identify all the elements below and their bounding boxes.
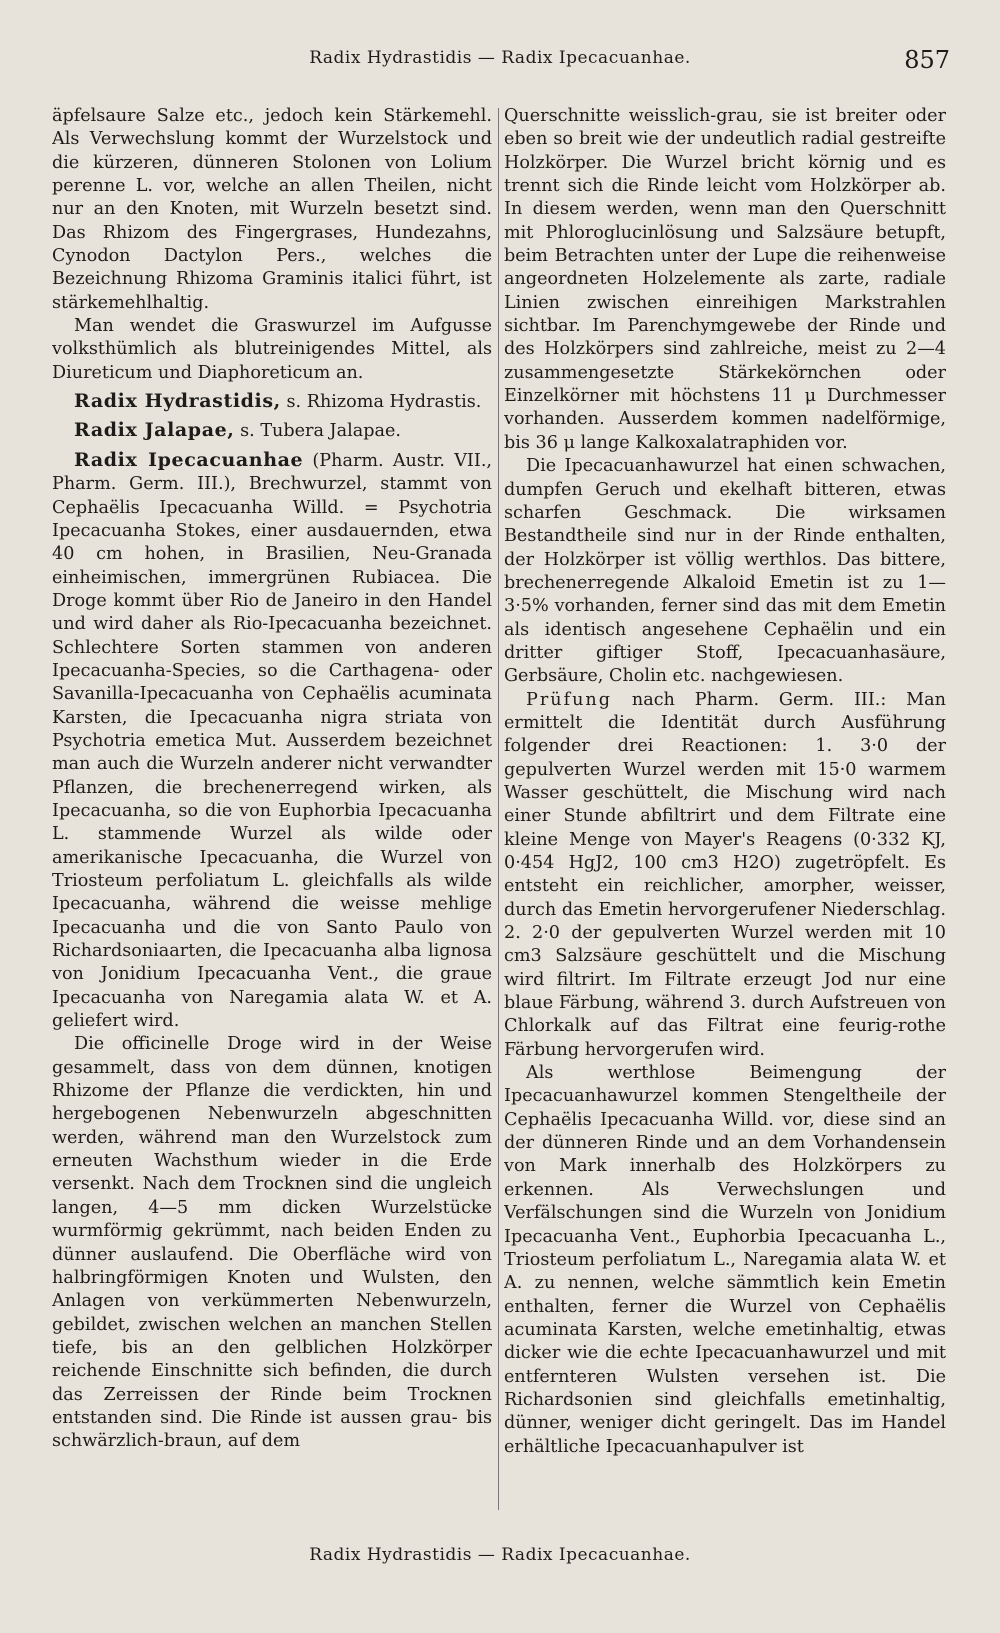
entry-radix-hydrastidis <box>52 390 492 414</box>
page-number: 857 <box>904 46 950 74</box>
entry-radix-jalapae <box>52 419 492 443</box>
entry-text: s. Rhizoma Hydrastis. <box>280 392 482 413</box>
left-column <box>52 105 492 1515</box>
entry-heading: Radix Ipecacuanhae <box>74 448 304 471</box>
spaced-heading: Prüfung <box>526 689 613 710</box>
paragraph: Man wendet die Graswurzel im Aufgusse volksthümlich als blutreinigendes Mittel, als Diureticum und Diaphoreticum an. <box>52 316 492 383</box>
entry-heading: Radix Jalapae, <box>74 419 235 442</box>
running-title: Radix Hydrastidis — Radix Ipecacuanhae. <box>309 48 691 68</box>
entry-heading: Radix Hydrastidis, <box>74 390 281 413</box>
page-footer: Radix Hydrastidis — Radix Ipecacuanhae. <box>309 1545 691 1565</box>
entry-text: (Pharm. Austr. VII., Pharm. Germ. III.), Brechwurzel, stammt von Cephaëlis Ipecacuanha Willd. = Psychotria Ipecacuanha Stokes, einer ausdauernden, etwa 40 cm hohen, in Brasilien, Neu-Granada einheimischen, immergrünen Rubiacea. Die Droge kommt über Rio de Janeiro in den Handel und wird daher als Rio-Ipecacuanha bezeichnet. Schlechtere Sorten stammen von anderen Ipecacuanha-Species, so die Carthagena- oder Savanilla-Ipecacuanha von Cephaëlis acuminata Karsten, die Ipecacuanha nigra striata von Psychotria emetica Mut. Ausserdem bezeichnet man auch die Wurzeln anderer nicht verwandter Pflanzen, die brechenerregend wirken, als Ipecacuanha, so die von Euphorbia Ipecacuanha L. stammende Wurzel als wilde oder amerikanische Ipecacuanha, die Wurzel von Triosteum perfoliatum L. gleichfalls als wilde Ipecacuanha, während die weisse mehlige Ipecacuanha und die von Santo Paulo von Richardsoniaarten, die Ipecacuanha alba lignosa von Jonidium Ipecacuanha Vent., die graue Ipecacuanha von Naregamia alata W. et A. geliefert wird. <box>52 450 492 1032</box>
paragraph-text: nach Pharm. Germ. III.: Man ermittelt die Identität durch Ausführung folgender drei Reactionen: 1. 3·0 der gepulverten Wurzel werden mit 15·0 warmem Wasser geschüttelt, die Mischung wird nach einer Stunde abfiltrirt und dem Filtrate eine kleine Menge von Mayer's Reagens (0·332 KJ, 0·454 HgJ2, 100 cm3 H2O) zugetröpfelt. Es entsteht ein reichlicher, amorpher, weisser, durch das Emetin hervorgerufener Niederschlag. 2. 2·0 der gepulverten Wurzel werden mit 10 cm3 Salzsäure geschüttelt und die Mischung wird filtrirt. Im Filtrate erzeugt Jod nur eine blaue Färbung, während 3. durch Aufstreuen von Chlorkalk auf das Filtrat eine feurig-rothe Färbung hervorgerufen wird. <box>504 689 946 1060</box>
entry-text: s. Tubera Jalapae. <box>234 421 401 442</box>
page-header <box>0 46 1000 86</box>
paragraph: Die officinelle Droge wird in der Weise gesammelt, dass von dem dünnen, knotigen Rhizome der Pflanze die verdickten, hin und hergebogenen Nebenwurzeln abgeschnitten werden, während man den Wurzelstock zum erneuten Wachsthum wieder in die Erde versenkt. Nach dem Trocknen sind die ungleich langen, 4—5 mm dicken Wurzelstücke wurmförmig gekrümmt, nach beiden Enden zu dünner auslaufend. Die Oberfläche wird von halbringförmigen Knoten und Wulsten, den Anlagen von verkümmerten Nebenwurzeln, gebildet, zwischen welchen an manchen Stellen tiefe, bis an den gelblichen Holzkörper reichende Einschnitte sich befinden, die durch das Zerreissen der Rinde beim Trocknen entstanden sind. Die Rinde ist aussen grau- bis schwärzlich-braun, auf dem <box>52 1034 492 1452</box>
paragraph: Die Ipecacuanhawurzel hat einen schwachen, dumpfen Geruch und ekelhaft bitteren, etwas scharfen Geschmack. Die wirksamen Bestandtheile sind nur in der Rinde enthalten, der Holzkörper ist völlig werthlos. Das bittere, brechenerregende Alkaloid Emetin ist zu 1—3·5% vorhanden, ferner sind das mit dem Emetin als identisch angesehene Cephaëlin und ein dritter giftiger Stoff, Ipecacuanhasäure, Gerbsäure, Cholin etc. nachgewiesen. <box>504 456 946 687</box>
paragraph: äpfelsaure Salze etc., jedoch kein Stärkemehl. Als Verwechslung kommt der Wurzelstock und die kürzeren, dünneren Stolonen von Lolium perenne L. vor, welche an allen Theilen, nicht nur an den Knoten, mit Wurzeln besetzt sind. Das Rhizom des Fingergrases, Hundezahns, Cynodon Dactylon Pers., welches die Bezeichnung Rhizoma Graminis italici führt, ist stärkemehlhaltig. <box>52 106 492 313</box>
column-rule <box>498 108 499 1510</box>
paragraph: Querschnitte weisslich-grau, sie ist breiter oder eben so breit wie der undeutlich radial gestreifte Holzkörper. Die Wurzel bricht körnig und es trennt sich die Rinde leicht vom Holzkörper ab. In diesem werden, wenn man den Querschnitt mit Phloroglucinlösung und Salzsäure betupft, beim Betrachten unter der Lupe die reihenweise angeordneten Holzelemente als zarte, radiale Linien zwischen einreihigen Markstrahlen sichtbar. Im Parenchymgewebe der Rinde und des Holzkörpers sind zahlreiche, meist zu 2—4 zusammengesetzte Stärkekörnchen oder Einzelkörner mit höchstens 11 μ Durchmesser vorhanden. Ausserdem kommen nadelförmige, bis 36 μ lange Kalkoxalatraphiden vor. <box>504 106 946 453</box>
entry-radix-ipecacuanhae <box>52 449 492 1034</box>
paragraph-pruefung <box>504 689 946 1063</box>
paragraph: Als werthlose Beimengung der Ipecacuanhawurzel kommen Stengeltheile der Cephaëlis Ipecacuanha Willd. vor, diese sind an der dünneren Rinde und an dem Vorhandensein von Mark innerhalb des Holzkörpers zu erkennen. Als Verwechslungen und Verfälschungen sind die Wurzeln von Jonidium Ipecacuanha Vent., Euphorbia Ipecacuanha L., Triosteum perfoliatum L., Naregamia alata W. et A. zu nennen, welche sämmtlich kein Emetin enthalten, ferner die Wurzel von Cephaëlis acuminata Karsten, welche emetinhaltig, etwas dicker wie die echte Ipecacuanhawurzel und mit entfernteren Wulsten versehen ist. Die Richardsonien sind gleichfalls emetinhaltig, dünner, weniger dicht geringelt. Das im Handel erhältliche Ipecacuanhapulver ist <box>504 1063 946 1457</box>
right-column <box>504 105 946 1515</box>
